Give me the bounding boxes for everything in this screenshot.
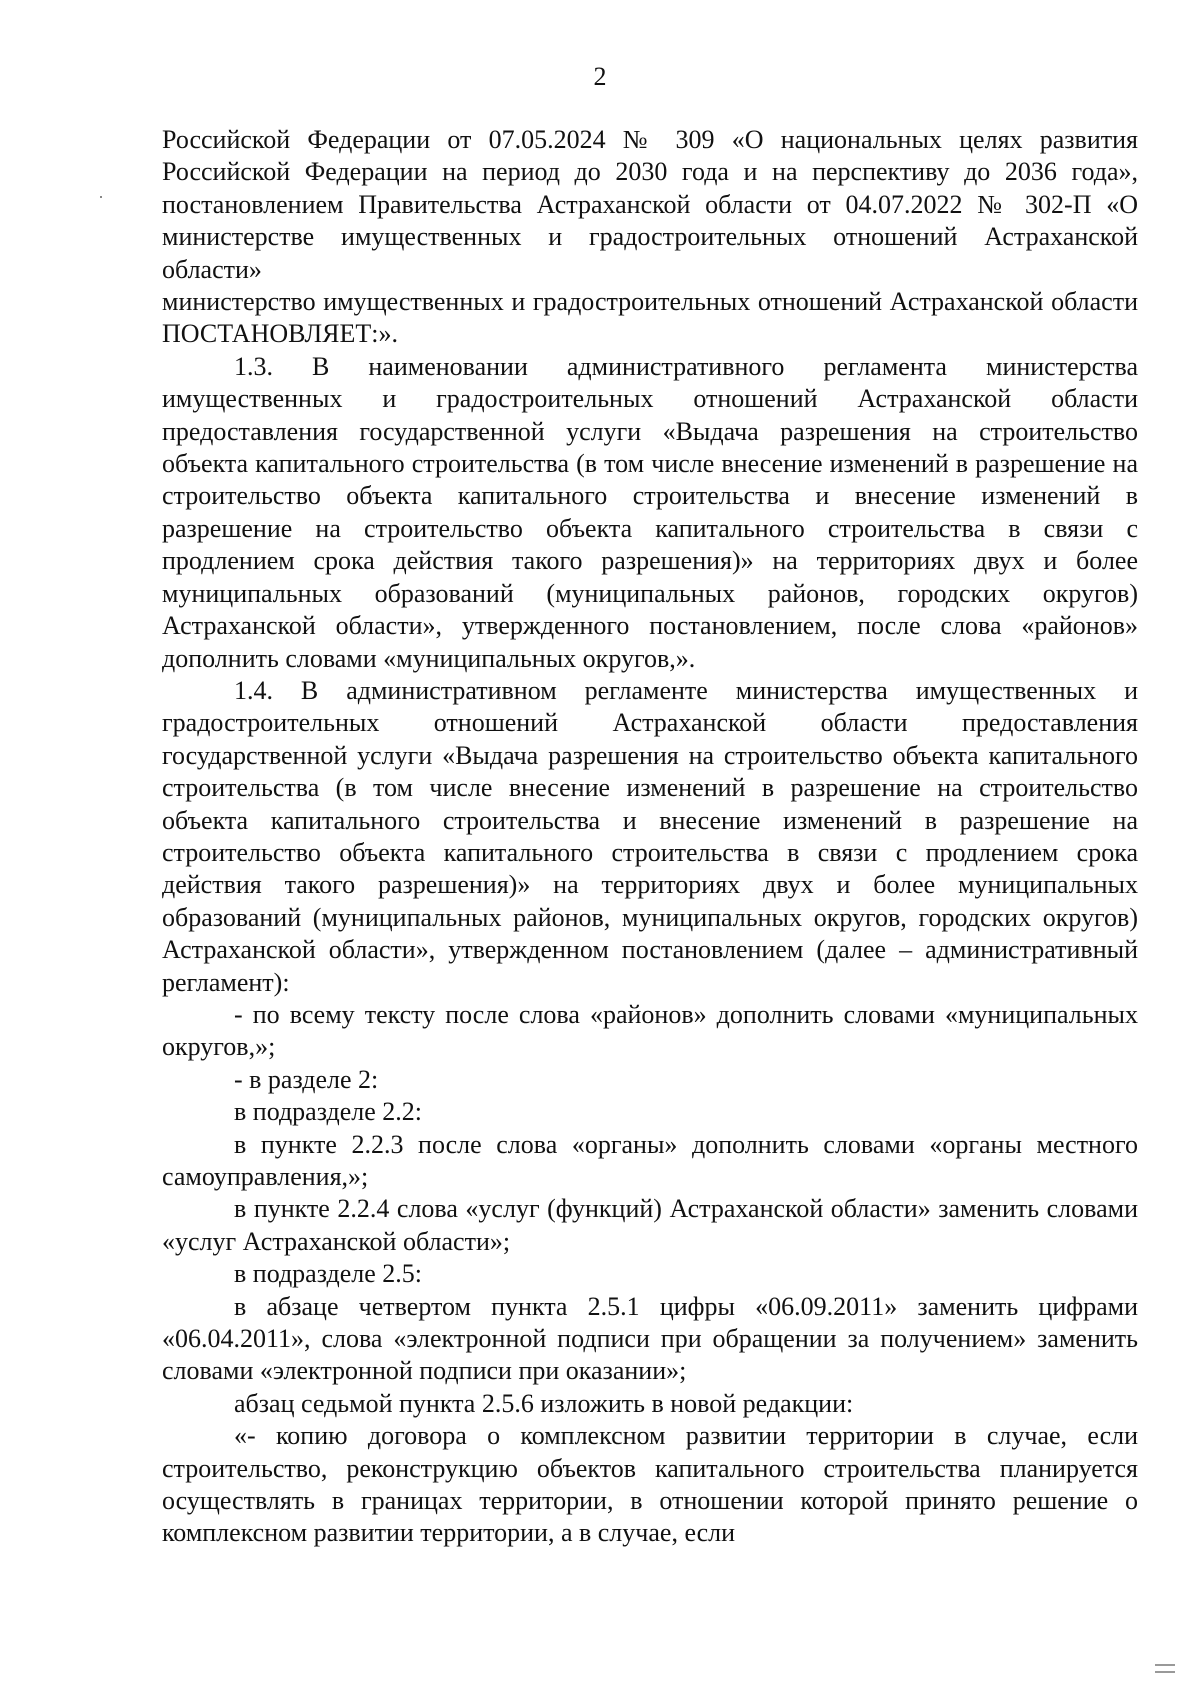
paragraph-subsection-2-2: в подразделе 2.2: — [234, 1097, 423, 1127]
paragraph-clause-2-2-4: в пункте 2.2.4 слова «услуг (функций) Астраханской области» заменить словами «услуг Астраханской области»; — [162, 1194, 1138, 1256]
paragraph-item-1-3: 1.3. В наименовании административного регламента министерства имущественных и градостроительных отношений Астраханской области предоставления государственной услуги «Выдача разрешения на строительство объекта капитального строительства (в том числе внесение изменений в разрешение на строительство объекта капитального строительства и внесение изменений в разрешение на строительство объекта капитального строительства в связи с продлением срока действия такого разрешения)» на территориях двух и более муниципальных образований (муниципальных районов, городских округов) Астраханской области», утвержденного постановлением, после слова «районов» дополнить словами «муниципальных округов,». — [162, 351, 1138, 673]
scan-artifact — [100, 196, 102, 198]
paragraph-clause-2-5-1: в абзаце четвертом пункта 2.5.1 цифры «06.09.2011» заменить цифрами «06.04.2011», слова «электронной подписи при обращении за получением» заменить словами «электронной подписи при оказании»; — [162, 1291, 1138, 1386]
paragraph-resolution: министерство имущественных и градостроительных отношений Астраханской области ПОСТАНОВЛЯЕТ:». — [162, 287, 1138, 349]
document-body — [162, 124, 1138, 1550]
paragraph-item-1-4: 1.4. В административном регламенте министерства имущественных и градостроительных отношений Астраханской области предоставления государственной услуги «Выдача разрешения на строительство объекта капитального строительства (в том числе внесение изменений в разрешение на строительство объекта капитального строительства и внесение изменений в разрешение на строительство объекта капитального строительства в связи с продлением срока действия такого разрешения)» на территориях двух и более муниципальных образований (муниципальных районов, муниципальных округов, городских округов) Астраханской области», утвержденном постановлением (далее – административный регламент): — [162, 675, 1138, 997]
page-number: 2 — [593, 62, 607, 91]
paragraph-clause-2-5-6: абзац седьмой пункта 2.5.6 изложить в новой редакции: — [234, 1388, 854, 1418]
scan-artifact — [1155, 1671, 1175, 1673]
paragraph-intro-continuation: Российской Федерации от 07.05.2024 № 309 «О национальных целях развития Российской Федерации на период до 2030 года и на перспективу до 2036 года», постановлением Правительства Астраханской области от 04.07.2022 № 302-П «О министерстве имущественных и градостроительных отношений Астраханской области» — [162, 125, 1138, 284]
paragraph-clause-2-2-3: в пункте 2.2.3 после слова «органы» дополнить словами «органы местного самоуправления,»; — [162, 1129, 1138, 1191]
scan-artifact — [1155, 1664, 1175, 1666]
paragraph-subsection-2-5: в подразделе 2.5: — [234, 1259, 423, 1289]
paragraph-throughout-text: - по всему тексту после слова «районов» дополнить словами «муниципальных округов,»; — [162, 999, 1138, 1062]
paragraph-section-2: - в разделе 2: — [234, 1064, 379, 1094]
paragraph-quoted-amendment: «- копию договора о комплексном развитии территории в случае, если строительство, реконструкцию объектов капитального строительства планируется осуществлять в границах территории, в отношении которой принято решение о комплексном развитии территории, а в случае, если — [162, 1421, 1138, 1548]
